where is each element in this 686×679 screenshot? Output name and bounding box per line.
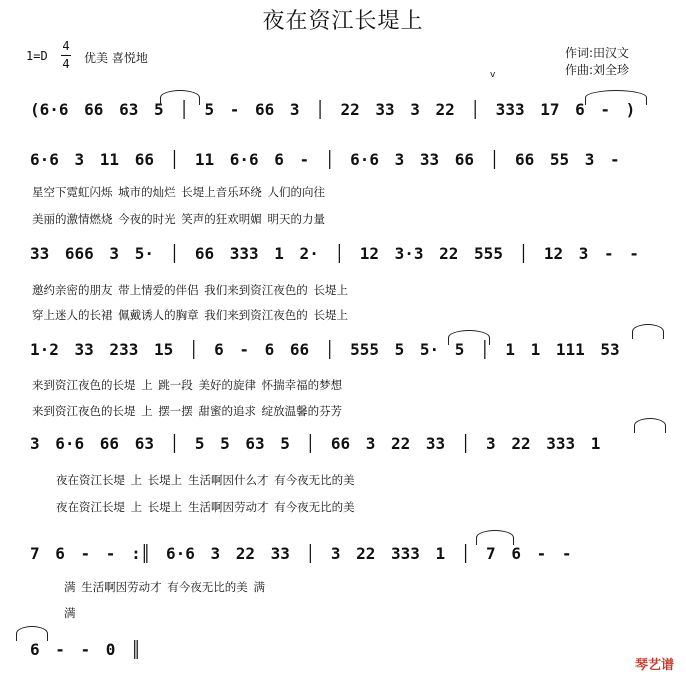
score-row-5-lyric-1: 夜在资江长堤 上 长堤上 生活啊因什么才 有今夜无比的美 — [56, 473, 355, 487]
score-row-3-notes: 33 666 3 5· │ 66 333 1 2· │ 12 3·3 22 555 │ 12 3 - - — [30, 244, 639, 263]
score-row-3-lyric-1: 邀约亲密的朋友 带上情爱的伴侣 我们来到资江夜色的 长堤上 — [32, 283, 348, 297]
score-row-1-notes: (6·6 66 63 5 │ 5 - 66 3 │ 22 33 3 22 │ 333 17 6 - ) — [30, 100, 636, 119]
score-row-5-notes: 3 6·6 66 63 │ 5 5 63 5 │ 66 3 22 33 │ 3 22 333 1 — [30, 434, 601, 453]
time-signature-bottom: 4 — [62, 57, 70, 71]
tie-arc — [632, 324, 664, 339]
score-row-3-lyric-2: 穿上迷人的长裙 佩戴诱人的胸章 我们来到资江夜色的 长堤上 — [32, 308, 348, 322]
tie-arc — [160, 90, 200, 105]
score-row-7-notes: 6 - - 0 ║ — [30, 640, 141, 659]
lyricist-credit: 作词:田汉文 — [565, 46, 630, 60]
score-row-6-lyric-2: 满 — [64, 606, 76, 620]
score-row-2-lyric-1: 星空下霓虹闪烁 城市的灿烂 长堤上音乐环绕 人们的向往 — [32, 185, 325, 199]
score-row-6-notes: 7 6 - - :║ 6·6 3 22 33 │ 3 22 333 1 │ 7 6 - - — [30, 544, 572, 563]
composer-credit: 作曲:刘全珍 — [565, 63, 630, 77]
score-row-2-notes: 6·6 3 11 66 │ 11 6·6 6 - │ 6·6 3 33 66 │ 66 55 3 - — [30, 150, 620, 169]
time-signature-top: 4 — [62, 39, 70, 53]
breath-mark: v — [490, 70, 496, 80]
score-row-2-lyric-2: 美丽的激情燃烧 今夜的时光 笑声的狂欢明媚 明天的力量 — [32, 212, 325, 226]
page-title: 夜在资江长堤上 — [262, 9, 424, 34]
watermark-logo: 琴艺谱 — [634, 658, 674, 673]
tie-arc — [476, 530, 514, 545]
time-signature — [59, 38, 73, 73]
tie-arc — [634, 418, 666, 433]
score-row-4-lyric-2: 来到资江夜色的长堤 上 摆一摆 甜蜜的追求 绽放温馨的芬芳 — [32, 404, 343, 418]
score-row-6-lyric-1: 满 生活啊因劳动才 有今夜无比的美 满 — [64, 580, 265, 594]
tie-arc — [448, 330, 490, 345]
score-row-5-lyric-2: 夜在资江长堤 上 长堤上 生活啊因劳动才 有今夜无比的美 — [56, 500, 355, 514]
score-row-4-notes: 1·2 33 233 15 │ 6 - 6 66 │ 555 5 5· 5 │ 1 1 111 53 — [30, 340, 620, 359]
tie-arc — [585, 90, 647, 105]
tie-arc — [16, 626, 48, 641]
key-signature: 1=D — [26, 49, 48, 63]
tempo-mood: 优美 喜悦地 — [84, 51, 148, 65]
score-row-4-lyric-1: 来到资江夜色的长堤 上 跳一段 美好的旋律 怀揣幸福的梦想 — [32, 378, 343, 392]
